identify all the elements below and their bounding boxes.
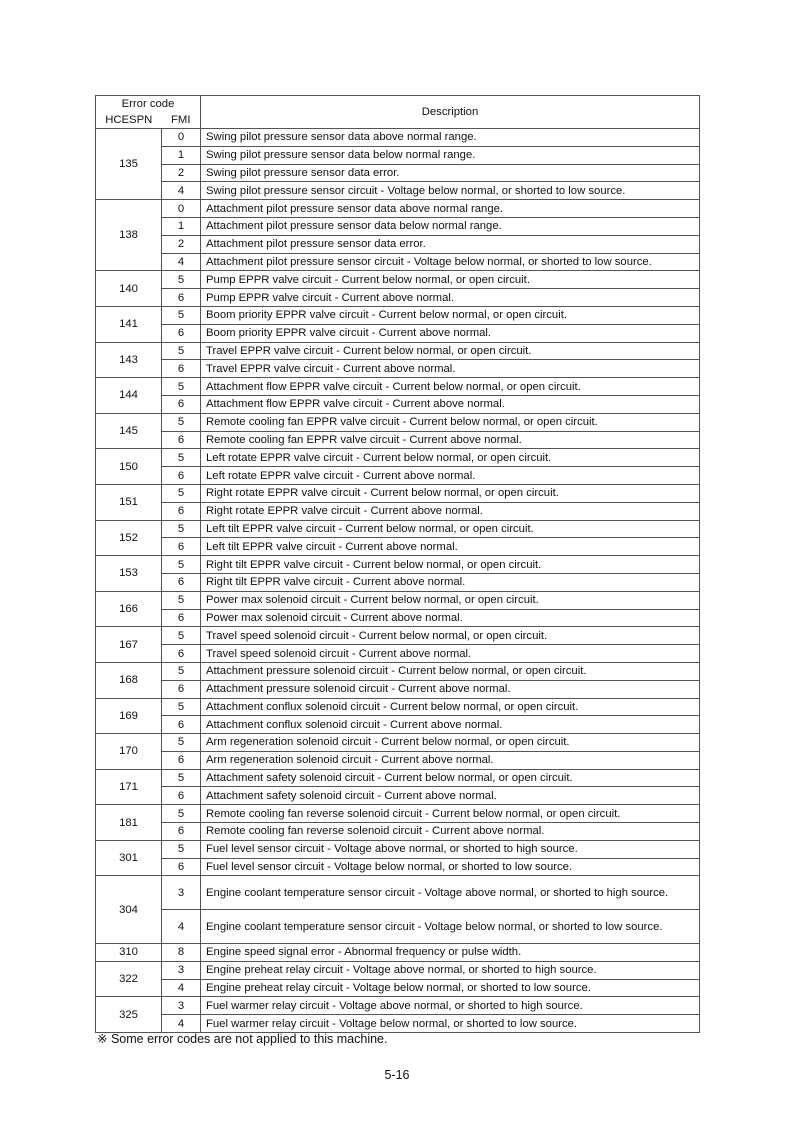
table-row (96, 449, 700, 467)
fmi-cell: 6 (162, 716, 201, 734)
table-row (96, 787, 700, 805)
fmi-cell: 1 (162, 146, 201, 164)
fmi-cell: 6 (162, 609, 201, 627)
fmi-cell: 5 (162, 413, 201, 431)
description-cell: Attachment pilot pressure sensor data above normal range. (201, 200, 700, 218)
table-row (96, 627, 700, 645)
fmi-cell: 4 (162, 979, 201, 997)
hcespn-cell: 322 (96, 961, 162, 997)
hcespn-cell: 169 (96, 698, 162, 734)
fmi-cell: 5 (162, 306, 201, 324)
table-row (96, 502, 700, 520)
description-cell: Right rotate EPPR valve circuit - Current above normal. (201, 502, 700, 520)
fmi-cell: 6 (162, 751, 201, 769)
fmi-cell: 3 (162, 961, 201, 979)
hcespn-cell: 153 (96, 556, 162, 592)
hcespn-cell: 170 (96, 734, 162, 770)
table-row (96, 129, 700, 147)
fmi-cell: 6 (162, 395, 201, 413)
fmi-cell: 6 (162, 858, 201, 876)
description-cell: Attachment pilot pressure sensor data error. (201, 235, 700, 253)
description-cell: Fuel warmer relay circuit - Voltage below normal, or shorted to low source. (201, 1015, 700, 1033)
hcespn-cell: 304 (96, 876, 162, 944)
hcespn-cell: 310 (96, 944, 162, 962)
table-row (96, 858, 700, 876)
table-row (96, 413, 700, 431)
table-row (96, 698, 700, 716)
description-cell: Fuel level sensor circuit - Voltage below normal, or shorted to low source. (201, 858, 700, 876)
table-row (96, 805, 700, 823)
fmi-cell: 5 (162, 520, 201, 538)
hcespn-cell: 135 (96, 129, 162, 200)
hcespn-cell: 152 (96, 520, 162, 556)
hcespn-header: HCESPN (96, 112, 162, 129)
description-cell: Left tilt EPPR valve circuit - Current above normal. (201, 538, 700, 556)
table-row (96, 716, 700, 734)
table-row (96, 591, 700, 609)
table-row (96, 680, 700, 698)
description-cell: Engine speed signal error - Abnormal frequency or pulse width. (201, 944, 700, 962)
fmi-cell: 5 (162, 840, 201, 858)
description-cell: Power max solenoid circuit - Current above normal. (201, 609, 700, 627)
fmi-cell: 8 (162, 944, 201, 962)
description-cell: Remote cooling fan reverse solenoid circuit - Current below normal, or open circuit. (201, 805, 700, 823)
hcespn-cell: 325 (96, 997, 162, 1033)
footnote: ※ Some error codes are not applied to this machine. (97, 1032, 388, 1046)
fmi-cell: 1 (162, 217, 201, 235)
hcespn-cell: 150 (96, 449, 162, 485)
table-row (96, 751, 700, 769)
fmi-cell: 2 (162, 164, 201, 182)
description-cell: Attachment conflux solenoid circuit - Current below normal, or open circuit. (201, 698, 700, 716)
fmi-cell: 6 (162, 360, 201, 378)
hcespn-cell: 145 (96, 413, 162, 449)
hcespn-cell: 143 (96, 342, 162, 378)
table-row (96, 342, 700, 360)
description-cell: Arm regeneration solenoid circuit - Current below normal, or open circuit. (201, 734, 700, 752)
table-row (96, 217, 700, 235)
table-row (96, 662, 700, 680)
description-cell: Remote cooling fan EPPR valve circuit - Current above normal. (201, 431, 700, 449)
table-row (96, 182, 700, 200)
table-row (96, 609, 700, 627)
description-cell: Engine coolant temperature sensor circuit - Voltage below normal, or shorted to low source. (201, 910, 700, 944)
fmi-cell: 0 (162, 129, 201, 147)
table-row (96, 146, 700, 164)
description-header: Description (201, 96, 700, 129)
fmi-cell: 4 (162, 253, 201, 271)
description-cell: Engine coolant temperature sensor circuit - Voltage above normal, or shorted to high source. (201, 876, 700, 910)
hcespn-cell: 167 (96, 627, 162, 663)
fmi-cell: 6 (162, 502, 201, 520)
description-cell: Right rotate EPPR valve circuit - Current below normal, or open circuit. (201, 484, 700, 502)
fmi-cell: 4 (162, 910, 201, 944)
description-cell: Swing pilot pressure sensor data below normal range. (201, 146, 700, 164)
description-cell: Swing pilot pressure sensor circuit - Voltage below normal, or shorted to low source. (201, 182, 700, 200)
fmi-cell: 6 (162, 680, 201, 698)
fmi-cell: 6 (162, 289, 201, 307)
fmi-cell: 5 (162, 342, 201, 360)
hcespn-cell: 171 (96, 769, 162, 805)
description-cell: Travel EPPR valve circuit - Current below normal, or open circuit. (201, 342, 700, 360)
description-cell: Travel speed solenoid circuit - Current above normal. (201, 645, 700, 663)
description-cell: Engine preheat relay circuit - Voltage below normal, or shorted to low source. (201, 979, 700, 997)
table-row (96, 164, 700, 182)
table-row (96, 645, 700, 663)
fmi-cell: 0 (162, 200, 201, 218)
description-cell: Pump EPPR valve circuit - Current below normal, or open circuit. (201, 271, 700, 289)
hcespn-cell: 140 (96, 271, 162, 307)
description-cell: Attachment conflux solenoid circuit - Current above normal. (201, 716, 700, 734)
table-row (96, 1015, 700, 1033)
table-row (96, 573, 700, 591)
fmi-cell: 5 (162, 378, 201, 396)
description-cell: Fuel level sensor circuit - Voltage above normal, or shorted to high source. (201, 840, 700, 858)
table-row (96, 431, 700, 449)
description-cell: Attachment pressure solenoid circuit - Current above normal. (201, 680, 700, 698)
fmi-cell: 6 (162, 573, 201, 591)
description-cell: Travel EPPR valve circuit - Current above normal. (201, 360, 700, 378)
description-cell: Pump EPPR valve circuit - Current above normal. (201, 289, 700, 307)
table-row (96, 235, 700, 253)
fmi-cell: 5 (162, 734, 201, 752)
table-row (96, 876, 700, 910)
description-cell: Remote cooling fan EPPR valve circuit - Current below normal, or open circuit. (201, 413, 700, 431)
table-row (96, 840, 700, 858)
table-row (96, 324, 700, 342)
description-cell: Travel speed solenoid circuit - Current below normal, or open circuit. (201, 627, 700, 645)
description-cell: Remote cooling fan reverse solenoid circuit - Current above normal. (201, 823, 700, 841)
description-cell: Left rotate EPPR valve circuit - Current above normal. (201, 467, 700, 485)
error-code-group-header: Error code (96, 96, 201, 113)
table-row (96, 360, 700, 378)
hcespn-cell: 144 (96, 378, 162, 414)
fmi-cell: 4 (162, 1015, 201, 1033)
fmi-cell: 5 (162, 698, 201, 716)
fmi-cell: 5 (162, 805, 201, 823)
hcespn-cell: 138 (96, 200, 162, 271)
table-row (96, 253, 700, 271)
table-row (96, 200, 700, 218)
description-cell: Attachment pilot pressure sensor data below normal range. (201, 217, 700, 235)
fmi-cell: 6 (162, 431, 201, 449)
description-cell: Fuel warmer relay circuit - Voltage above normal, or shorted to high source. (201, 997, 700, 1015)
fmi-cell: 4 (162, 182, 201, 200)
fmi-header: FMI (162, 112, 201, 129)
description-cell: Swing pilot pressure sensor data above normal range. (201, 129, 700, 147)
fmi-cell: 5 (162, 769, 201, 787)
table-header (96, 96, 700, 129)
error-code-table-container (95, 95, 700, 1033)
fmi-cell: 5 (162, 627, 201, 645)
table-row (96, 961, 700, 979)
fmi-cell: 5 (162, 556, 201, 574)
table-row (96, 289, 700, 307)
description-cell: Left rotate EPPR valve circuit - Current below normal, or open circuit. (201, 449, 700, 467)
hcespn-cell: 181 (96, 805, 162, 841)
table-row (96, 769, 700, 787)
hcespn-cell: 301 (96, 840, 162, 876)
hcespn-cell: 151 (96, 484, 162, 520)
table-row (96, 823, 700, 841)
table-row (96, 378, 700, 396)
description-cell: Attachment flow EPPR valve circuit - Current below normal, or open circuit. (201, 378, 700, 396)
table-row (96, 306, 700, 324)
fmi-cell: 6 (162, 787, 201, 805)
fmi-cell: 5 (162, 591, 201, 609)
description-cell: Attachment flow EPPR valve circuit - Current above normal. (201, 395, 700, 413)
table-row (96, 979, 700, 997)
description-cell: Left tilt EPPR valve circuit - Current below normal, or open circuit. (201, 520, 700, 538)
fmi-cell: 2 (162, 235, 201, 253)
hcespn-cell: 141 (96, 306, 162, 342)
fmi-cell: 6 (162, 324, 201, 342)
fmi-cell: 6 (162, 645, 201, 663)
table-row (96, 944, 700, 962)
table-row (96, 484, 700, 502)
fmi-cell: 3 (162, 997, 201, 1015)
description-cell: Power max solenoid circuit - Current below normal, or open circuit. (201, 591, 700, 609)
description-cell: Boom priority EPPR valve circuit - Current above normal. (201, 324, 700, 342)
table-row (96, 395, 700, 413)
description-cell: Swing pilot pressure sensor data error. (201, 164, 700, 182)
table-row (96, 520, 700, 538)
table-row (96, 556, 700, 574)
hcespn-cell: 166 (96, 591, 162, 627)
description-cell: Boom priority EPPR valve circuit - Current below normal, or open circuit. (201, 306, 700, 324)
fmi-cell: 5 (162, 662, 201, 680)
description-cell: Right tilt EPPR valve circuit - Current below normal, or open circuit. (201, 556, 700, 574)
table-row (96, 734, 700, 752)
description-cell: Attachment safety solenoid circuit - Current above normal. (201, 787, 700, 805)
table-row (96, 997, 700, 1015)
fmi-cell: 5 (162, 271, 201, 289)
description-cell: Right tilt EPPR valve circuit - Current above normal. (201, 573, 700, 591)
fmi-cell: 5 (162, 449, 201, 467)
fmi-cell: 6 (162, 823, 201, 841)
fmi-cell: 5 (162, 484, 201, 502)
description-cell: Engine preheat relay circuit - Voltage above normal, or shorted to high source. (201, 961, 700, 979)
description-cell: Attachment safety solenoid circuit - Current below normal, or open circuit. (201, 769, 700, 787)
fmi-cell: 6 (162, 538, 201, 556)
fmi-cell: 6 (162, 467, 201, 485)
hcespn-cell: 168 (96, 662, 162, 698)
page-number: 5-16 (384, 1068, 410, 1082)
table-body (96, 129, 700, 1033)
table-row (96, 467, 700, 485)
table-row (96, 538, 700, 556)
description-cell: Attachment pressure solenoid circuit - Current below normal, or open circuit. (201, 662, 700, 680)
table-row (96, 271, 700, 289)
description-cell: Arm regeneration solenoid circuit - Current above normal. (201, 751, 700, 769)
fmi-cell: 3 (162, 876, 201, 910)
error-code-table (95, 95, 700, 1033)
description-cell: Attachment pilot pressure sensor circuit - Voltage below normal, or shorted to low source. (201, 253, 700, 271)
table-row (96, 910, 700, 944)
